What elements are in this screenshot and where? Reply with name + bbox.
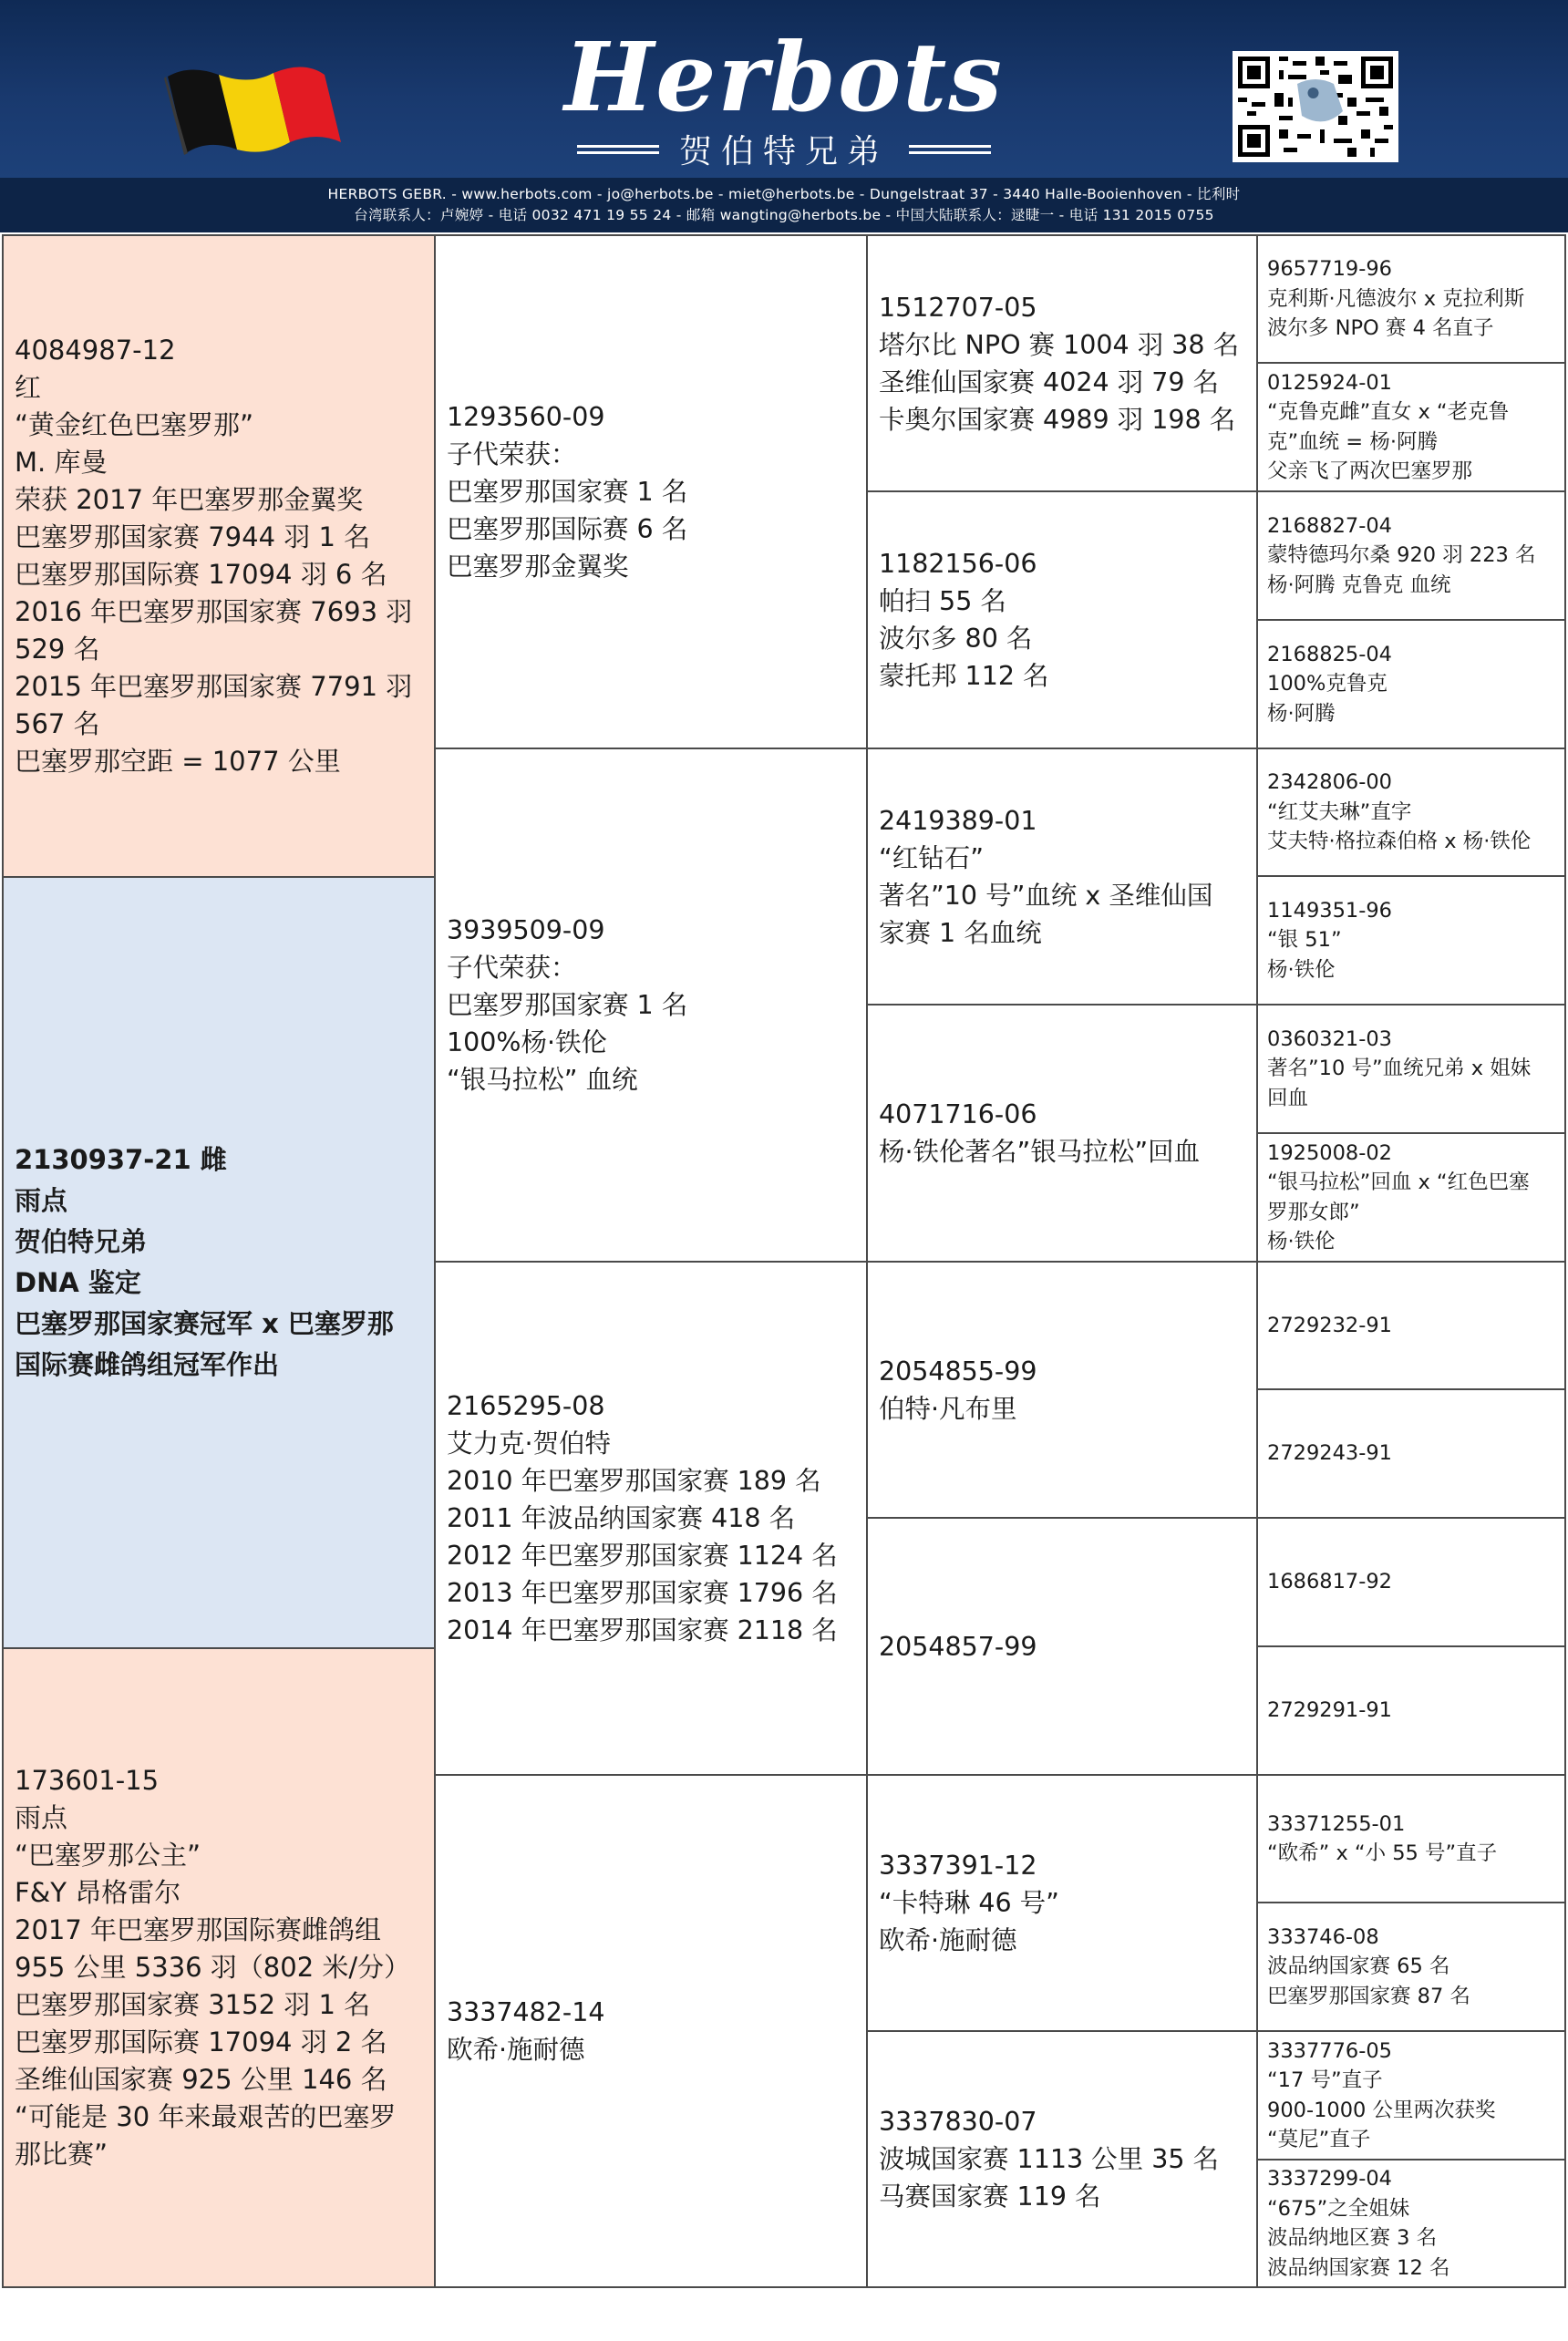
contact-line-secondary: 台湾联系人：卢婉婷 - 电话 0032 471 19 55 24 - 邮箱 wangting@herbots.be - 中国大陆联系人：逯睫一 - 电话 131 2015 0755 [354, 207, 1214, 223]
ring-number: 0125924-01 [1267, 370, 1392, 395]
detail-line: 罗那女郎” [1267, 1200, 1360, 1224]
detail-line: 波城国家赛 1113 公里 35 名 [879, 2144, 1220, 2174]
detail-line: 欧希·施耐德 [447, 2035, 585, 2065]
ring-number: 3337776-05 [1267, 2038, 1392, 2063]
detail-line: 著名”10 号”血统 x 圣维仙国 [879, 880, 1213, 911]
detail-line: “克鲁克雌”直女 x “老克鲁 [1267, 400, 1510, 424]
ring-number: 3337830-07 [879, 2107, 1037, 2137]
ring-number: 2054855-99 [879, 1356, 1037, 1387]
great-grandparent-cell [866, 1774, 1258, 2032]
subject-cell [2, 876, 436, 1649]
detail-line: 蒙特德玛尔桑 920 羽 223 名 [1267, 543, 1536, 568]
bird-name: “黄金红色巴塞罗那” [15, 409, 254, 440]
result-line: 2017 年巴塞罗那国际赛雌鸽组 [15, 1914, 382, 1945]
detail-line: 克利斯·凡德波尔 x 克拉利斯 [1267, 286, 1525, 311]
ring-number: 4084987-12 [15, 335, 176, 366]
brand-logo [511, 21, 1057, 170]
detail-line: 塔尔比 NPO 赛 1004 羽 38 名 [879, 329, 1240, 360]
ring-number: 2729232-91 [1267, 1313, 1392, 1337]
ring-number: 9657719-96 [1267, 257, 1392, 282]
ring-number: 2729291-91 [1267, 1698, 1392, 1723]
ancestor-cell [1256, 1517, 1566, 1647]
detail-line: 2014 年巴塞罗那国家赛 2118 名 [447, 1615, 838, 1645]
detail-line: “17 号”直子 [1267, 2068, 1383, 2092]
ring-number: 1182156-06 [879, 549, 1037, 579]
detail-line: 家赛 1 名血统 [879, 917, 1042, 948]
ancestor-cell [1256, 1774, 1566, 1903]
ring-number: 3939509-09 [447, 915, 605, 945]
divider [577, 145, 659, 154]
ancestor-cell [1256, 1388, 1566, 1519]
great-grandparent-cell [866, 234, 1258, 492]
detail-line: “银马拉松”回血 x “红色巴塞 [1267, 1170, 1530, 1194]
detail-line: 欧希·施耐德 [879, 1925, 1017, 1955]
detail-line: 巴塞罗那国家赛 1 名 [447, 477, 688, 507]
ancestor-cell [1256, 1902, 1566, 2032]
description-line: 国际赛雌鸽组冠军作出 [15, 1349, 280, 1380]
detail-line: 波品纳地区赛 3 名 [1267, 2226, 1438, 2250]
breeder: M. 库曼 [15, 447, 108, 478]
detail-line: 圣维仙国家赛 4024 羽 79 名 [879, 366, 1220, 397]
detail-line: 杨·阿腾 克鲁克 血统 [1267, 572, 1451, 597]
great-grandparent-cell [866, 748, 1258, 1005]
detail-line: 伯特·凡布里 [879, 1393, 1017, 1424]
detail-line: 卡奥尔国家赛 4989 羽 198 名 [879, 404, 1236, 435]
color: 红 [15, 372, 42, 403]
description-line: 巴塞罗那国家赛冠军 x 巴塞罗那 [15, 1308, 394, 1339]
detail-line: 帕扫 55 名 [879, 586, 1006, 616]
detail-line: 父亲飞了两次巴塞罗那 [1267, 459, 1473, 483]
dam-cell [2, 1647, 436, 2288]
detail-line: 波尔多 NPO 赛 4 名直子 [1267, 316, 1494, 341]
grandparent-cell [434, 1261, 868, 1776]
ancestor-cell [1256, 619, 1566, 749]
breeder: 贺伯特兄弟 [15, 1226, 148, 1257]
detail-line: 艾力克·贺伯特 [447, 1428, 612, 1459]
ancestor-cell [1256, 234, 1566, 364]
ring-number: 1293560-09 [447, 402, 605, 432]
great-grandparent-cell [866, 1261, 1258, 1519]
detail-line: 100%杨·铁伦 [447, 1027, 608, 1057]
great-grandparent-cell [866, 2030, 1258, 2288]
color: 雨点 [15, 1185, 68, 1216]
ring-number: 33371255-01 [1267, 1811, 1406, 1836]
detail-line: 克”血统 = 杨·阿腾 [1267, 429, 1438, 454]
detail-line: 2013 年巴塞罗那国家赛 1796 名 [447, 1578, 838, 1608]
dna-note: DNA 鉴定 [15, 1267, 141, 1298]
detail-line: 100%克鲁克 [1267, 672, 1387, 696]
detail-line: 著名”10 号”血统兄弟 x 姐妹 [1267, 1057, 1532, 1081]
ring-number: 3337482-14 [447, 1997, 605, 2027]
detail-line: “银马拉松” 血统 [447, 1065, 638, 1095]
result-line: 529 名 [15, 634, 100, 665]
ring-number: 2165295-08 [447, 1391, 605, 1421]
pedigree-chart [2, 234, 1566, 2288]
sire-cell [2, 234, 436, 878]
detail-line: “莫尼”直子 [1267, 2128, 1371, 2151]
detail-line: 巴塞罗那国际赛 6 名 [447, 514, 688, 544]
contact-line-primary: HERBOTS GEBR. - www.herbots.com - jo@herbots.be - miet@herbots.be - Dungelstraat 37 - 3440 Halle-Booienhoven - 比利时 [327, 186, 1241, 202]
result-line: 那比赛” [15, 2139, 108, 2170]
ancestor-cell [1256, 1261, 1566, 1390]
result-line: 荣获 2017 年巴塞罗那金翼奖 [15, 484, 364, 515]
result-line: 955 公里 5336 羽（802 米/分） [15, 1952, 411, 1983]
detail-line: “欧希” x “小 55 号”直子 [1267, 1841, 1498, 1865]
ring-number: 1925008-02 [1267, 1140, 1392, 1165]
ancestor-cell [1256, 748, 1566, 877]
result-line: 巴塞罗那国家赛 3152 羽 1 名 [15, 1989, 371, 2020]
belgian-flag-icon [162, 55, 345, 160]
breeder: F&Y 昂格雷尔 [15, 1877, 181, 1908]
header-banner [0, 0, 1568, 178]
detail-line: 巴塞罗那金翼奖 [447, 552, 629, 582]
detail-line: “卡特琳 46 号” [879, 1888, 1059, 1918]
result-line: 巴塞罗那空距 = 1077 公里 [15, 746, 341, 777]
great-grandparent-cell [866, 490, 1258, 749]
ancestor-cell [1256, 2159, 1566, 2288]
grandparent-cell [434, 1774, 868, 2288]
divider [909, 145, 991, 154]
ancestor-cell [1256, 875, 1566, 1005]
detail-line: 回血 [1267, 1086, 1309, 1110]
detail-line: 杨·铁伦著名”银马拉松”回血 [879, 1137, 1201, 1167]
ring-number: 3337299-04 [1267, 2167, 1392, 2191]
great-grandparent-cell [866, 1004, 1258, 1263]
detail-line: 2010 年巴塞罗那国家赛 189 名 [447, 1466, 821, 1496]
brand-chinese-name: 贺伯特兄弟 [678, 133, 889, 170]
result-line: 巴塞罗那国家赛 7944 羽 1 名 [15, 521, 371, 552]
contact-band [0, 178, 1568, 232]
result-line: “可能是 30 年来最艰苦的巴塞罗 [15, 2101, 397, 2132]
detail-line: 马赛国家赛 119 名 [879, 2181, 1101, 2212]
ring-number: 173601-15 [15, 1765, 160, 1796]
ring-number: 2168827-04 [1267, 513, 1392, 538]
ancestor-cell [1256, 362, 1566, 492]
ring-number: 2130937-21 雌 [15, 1144, 227, 1175]
detail-line: 2011 年波品纳国家赛 418 名 [447, 1503, 796, 1533]
detail-line: 子代荣获： [447, 953, 577, 983]
color: 雨点 [15, 1802, 68, 1833]
ring-number: 2342806-00 [1267, 770, 1392, 795]
ancestor-cell [1256, 1132, 1566, 1263]
detail-line: 巴塞罗那国家赛 87 名 [1267, 1984, 1470, 2008]
detail-line: “675”之全姐妹 [1267, 2196, 1410, 2221]
result-line: 圣维仙国家赛 925 公里 146 名 [15, 2064, 387, 2095]
detail-line: 蒙托邦 112 名 [879, 661, 1049, 691]
detail-line: “红钻石” [879, 842, 985, 873]
detail-line: 巴塞罗那国家赛 1 名 [447, 990, 688, 1020]
ring-number: 1512707-05 [879, 292, 1037, 323]
result-line: 2015 年巴塞罗那国家赛 7791 羽 [15, 671, 413, 702]
result-line: 巴塞罗那国际赛 17094 羽 6 名 [15, 559, 387, 590]
ring-number: 4071716-06 [879, 1099, 1037, 1129]
grandparent-cell [434, 234, 868, 749]
ancestor-cell [1256, 2030, 1566, 2161]
ancestor-cell [1256, 1004, 1566, 1134]
ancestor-cell [1256, 490, 1566, 621]
result-line: 2016 年巴塞罗那国家赛 7693 羽 [15, 596, 413, 627]
result-line: 567 名 [15, 708, 100, 739]
ring-number: 1686817-92 [1267, 1570, 1392, 1594]
great-grandparent-cell [866, 1517, 1258, 1776]
bird-name: “巴塞罗那公主” [15, 1840, 201, 1871]
ring-number: 2168825-04 [1267, 642, 1392, 666]
ring-number: 333746-08 [1267, 1924, 1379, 1949]
detail-line: 杨·阿腾 [1267, 701, 1336, 726]
ring-number: 2054857-99 [879, 1631, 1037, 1662]
qr-code-icon [1233, 51, 1398, 162]
ring-number: 2729243-91 [1267, 1441, 1392, 1466]
detail-line: 2012 年巴塞罗那国家赛 1124 名 [447, 1541, 838, 1571]
ring-number: 1149351-96 [1267, 898, 1392, 923]
grandparent-cell [434, 748, 868, 1263]
detail-line: 杨·铁伦 [1267, 957, 1336, 982]
detail-line: 波品纳国家赛 65 名 [1267, 1954, 1450, 1979]
detail-line: 波品纳国家赛 12 名 [1267, 2255, 1450, 2280]
detail-line: 波尔多 80 名 [879, 624, 1033, 654]
ancestor-cell [1256, 1645, 1566, 1776]
brand-name: Herbots [564, 21, 1004, 133]
detail-line: 杨·铁伦 [1267, 1230, 1336, 1253]
ring-number: 2419389-01 [879, 805, 1037, 836]
detail-line: “红艾夫琳”直字 [1267, 799, 1412, 824]
detail-line: “银 51” [1267, 928, 1342, 953]
result-line: 巴塞罗那国际赛 17094 羽 2 名 [15, 2026, 387, 2057]
ring-number: 0360321-03 [1267, 1026, 1392, 1051]
detail-line: 子代荣获： [447, 439, 577, 469]
detail-line: 900-1000 公里两次获奖 [1267, 2098, 1496, 2122]
ring-number: 3337391-12 [879, 1851, 1037, 1881]
detail-line: 艾夫特·格拉森伯格 x 杨·铁伦 [1267, 830, 1532, 854]
